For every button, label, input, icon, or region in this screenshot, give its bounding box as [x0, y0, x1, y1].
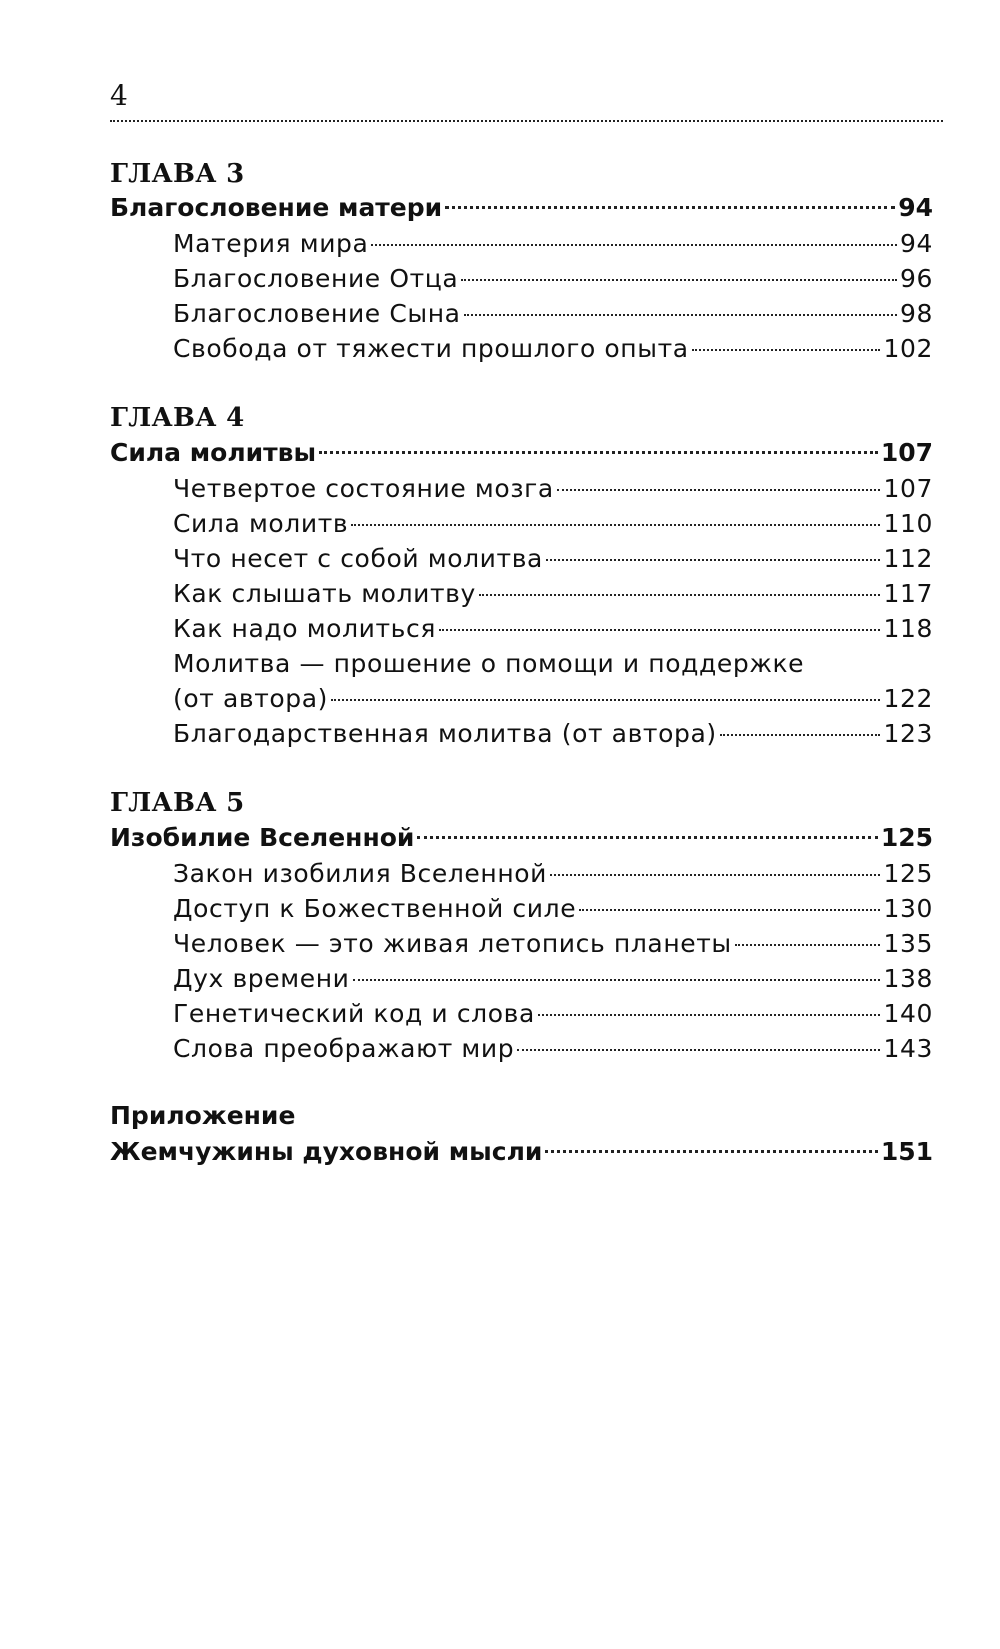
- toc-entry-label: Изобилие Вселенной: [110, 823, 415, 852]
- header-dotted-rule: [110, 120, 943, 122]
- toc-entry-label: Слова преображают мир: [173, 1034, 515, 1063]
- toc-entry-page: 138: [883, 964, 933, 993]
- toc-entry[interactable]: [173, 261, 933, 297]
- toc-entry[interactable]: [173, 471, 933, 507]
- toc-entry-page: 135: [883, 929, 933, 958]
- toc-entry-page: 107: [880, 438, 933, 467]
- toc-entry[interactable]: [173, 961, 933, 997]
- dot-leader: [353, 979, 881, 981]
- dot-leader: [439, 629, 880, 631]
- toc-entry[interactable]: [173, 576, 933, 612]
- toc-entry-page: 94: [899, 229, 933, 258]
- toc-entry[interactable]: [173, 926, 933, 962]
- page-number: 4: [110, 79, 128, 112]
- toc-entry-label: Как надо молиться: [173, 614, 436, 643]
- appendix-heading: Приложение: [110, 1101, 296, 1130]
- dot-leader: [461, 279, 897, 281]
- toc-entry-label-line1[interactable]: Молитва — прошение о помощи и поддержке: [173, 649, 805, 678]
- dot-leader: [351, 524, 880, 526]
- toc-entry-label: Сила молитв: [173, 509, 349, 538]
- toc-entry[interactable]: [173, 681, 933, 717]
- toc-entry[interactable]: [173, 541, 933, 577]
- toc-entry-label: Благословение матери: [110, 193, 443, 222]
- toc-entry-page: 125: [883, 859, 933, 888]
- toc-entry-page: 110: [883, 509, 933, 538]
- toc-entry-label: Дух времени: [173, 964, 350, 993]
- toc-entry-page: 102: [883, 334, 933, 363]
- dot-leader: [464, 314, 897, 316]
- dot-leader: [331, 699, 880, 701]
- toc-entry-page: 96: [899, 264, 933, 293]
- toc-entry-label: Материя мира: [173, 229, 369, 258]
- toc-entry-page: 123: [883, 719, 933, 748]
- toc-entry-label: (от автора): [173, 684, 329, 713]
- toc-entry-label: Человек — это живая летопись планеты: [173, 929, 732, 958]
- appendix-title-entry[interactable]: [110, 1134, 933, 1170]
- toc-entry-page: 143: [883, 1034, 933, 1063]
- toc-entry-page: 125: [880, 823, 933, 852]
- toc-entry-label: Четвертое состояние мозга: [173, 474, 554, 503]
- toc-entry-page: 151: [880, 1137, 933, 1166]
- toc-entry-page: 130: [883, 894, 933, 923]
- dot-leader: [445, 206, 895, 209]
- toc-entry-page: 140: [883, 999, 933, 1028]
- chapter-5-heading: ГЛАВА 5: [110, 788, 245, 818]
- dot-leader: [692, 349, 881, 351]
- toc-entry-label: Благословение Отца: [173, 264, 459, 293]
- chapter-4-heading: ГЛАВА 4: [110, 403, 245, 433]
- dot-leader: [538, 1014, 881, 1016]
- toc-entry[interactable]: [173, 331, 933, 367]
- toc-entry-page: 94: [898, 193, 933, 222]
- toc-entry-page: 98: [899, 299, 933, 328]
- toc-entry-label: Генетический код и слова: [173, 999, 535, 1028]
- toc-entry-label: Благословение Сына: [173, 299, 461, 328]
- toc-entry[interactable]: [173, 856, 933, 892]
- toc-entry-label: Жемчужины духовной мысли: [110, 1137, 543, 1166]
- chapter-5-title-entry[interactable]: [110, 820, 933, 856]
- toc-entry[interactable]: [173, 226, 933, 262]
- toc-entry[interactable]: [173, 611, 933, 647]
- toc-entry[interactable]: [173, 996, 933, 1032]
- dot-leader: [371, 244, 897, 246]
- dot-leader: [479, 594, 881, 596]
- dot-leader: [579, 909, 880, 911]
- chapter-3-heading: ГЛАВА 3: [110, 159, 245, 189]
- dot-leader: [720, 734, 881, 736]
- dot-leader: [557, 489, 881, 491]
- toc-entry[interactable]: [173, 296, 933, 332]
- toc-entry-page: 107: [883, 474, 933, 503]
- toc-entry-page: 112: [883, 544, 933, 573]
- toc-entry-page: 122: [883, 684, 933, 713]
- toc-entry[interactable]: [173, 716, 933, 752]
- dot-leader: [545, 1150, 877, 1153]
- dot-leader: [550, 874, 880, 876]
- toc-entry-label: Доступ к Божественной силе: [173, 894, 577, 923]
- dot-leader: [417, 836, 877, 839]
- dot-leader: [546, 559, 881, 561]
- toc-entry-label: Как слышать молитву: [173, 579, 476, 608]
- toc-entry-label: Что несет с собой молитва: [173, 544, 543, 573]
- toc-entry-page: 118: [883, 614, 933, 643]
- toc-entry-label: Закон изобилия Вселенной: [173, 859, 548, 888]
- toc-entry[interactable]: [173, 891, 933, 927]
- dot-leader: [735, 944, 881, 946]
- chapter-4-title-entry[interactable]: [110, 435, 933, 471]
- toc-entry-page: 117: [883, 579, 933, 608]
- toc-entry-label: Благодарственная молитва (от автора): [173, 719, 717, 748]
- toc-entry[interactable]: [173, 506, 933, 542]
- toc-entry-label: Сила молитвы: [110, 438, 317, 467]
- chapter-3-title-entry[interactable]: [110, 190, 933, 226]
- dot-leader: [319, 451, 878, 454]
- toc-entry[interactable]: [173, 1031, 933, 1067]
- dot-leader: [517, 1049, 880, 1051]
- toc-entry-label: Свобода от тяжести прошлого опыта: [173, 334, 689, 363]
